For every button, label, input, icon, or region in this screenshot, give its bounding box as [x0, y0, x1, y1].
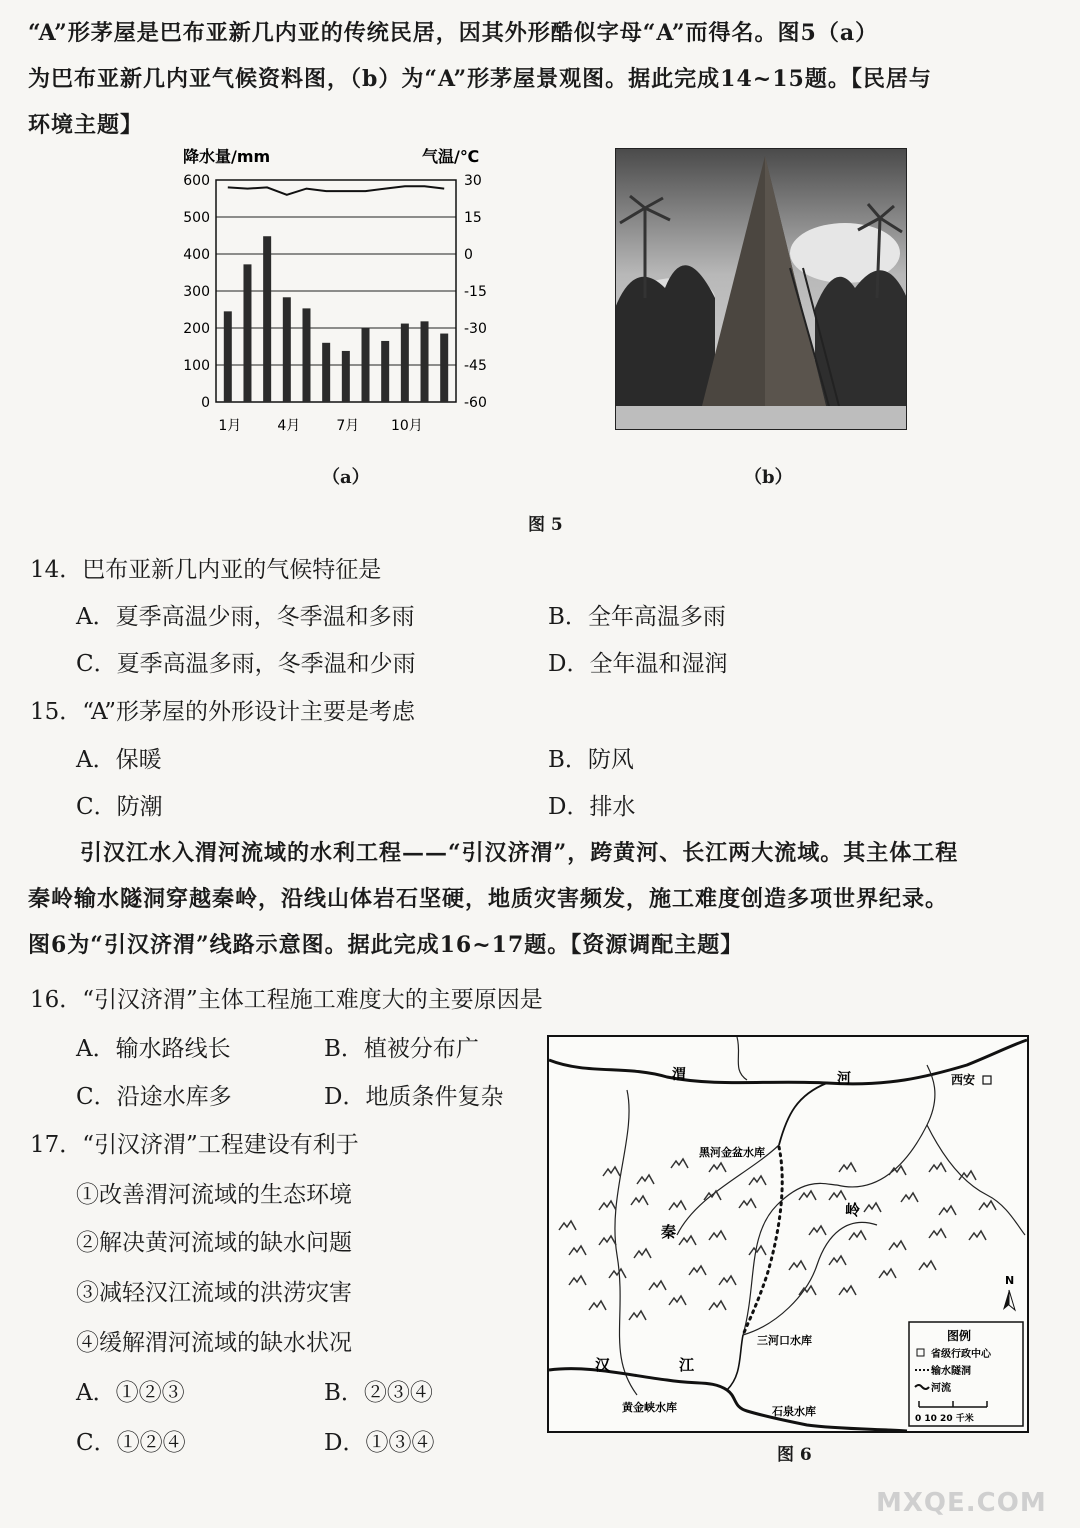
right-tick-label: -15 [464, 284, 487, 300]
precipitation-bar [381, 341, 389, 402]
left-tick-label: 400 [183, 247, 210, 263]
fig5b-label: （b） [744, 467, 793, 488]
left-tick-label: 200 [183, 321, 210, 337]
precipitation-bar [421, 321, 429, 402]
q17-stem: 17．“引汉济渭”工程建设有利于 [30, 1132, 359, 1158]
x-tick-label: 10月 [390, 418, 423, 434]
q16-stem: 16．“引汉济渭”主体工程施工难度大的主要原因是 [30, 987, 543, 1013]
q15-option-b[interactable]: B．防风 [548, 747, 634, 773]
right-tick-label: -30 [464, 321, 487, 337]
label-qin: 秦 [661, 1223, 677, 1241]
label-shiquan-reservoir: 石泉水库 [772, 1405, 816, 1418]
svg-text:输水隧洞: 输水隧洞 [931, 1366, 971, 1377]
q16-option-c[interactable]: C．沿途水库多 [76, 1084, 232, 1110]
label-huangjinxia-reservoir: 黄金峡水库 [622, 1401, 677, 1414]
left-axis-ticks [183, 173, 210, 411]
a-frame-hut-photo [615, 148, 907, 430]
label-sanhekou-reservoir: 三河口水库 [757, 1334, 812, 1347]
right-tick-label: -60 [464, 395, 487, 411]
left-tick-label: 300 [183, 284, 210, 300]
precipitation-bar [401, 324, 409, 402]
precipitation-bar [243, 264, 251, 402]
q17-option-b[interactable]: B．②③④ [324, 1380, 433, 1406]
right-axis-ticks [464, 173, 487, 411]
x-tick-label: 4月 [277, 418, 301, 434]
x-tick-label: 7月 [336, 418, 360, 434]
q17-option-d[interactable]: D．①③④ [324, 1430, 435, 1456]
left-tick-label: 100 [183, 358, 210, 374]
svg-text:0 10 20 千米: 0 10 20 千米 [915, 1414, 974, 1424]
q17-statement-2: ②解决黄河流域的缺水问题 [76, 1230, 352, 1256]
q14-stem: 14．巴布亚新几内亚的气候特征是 [30, 557, 382, 583]
q15-option-d[interactable]: D．排水 [548, 794, 636, 820]
q15-option-a[interactable]: A．保暖 [76, 747, 162, 773]
q17-statement-1: ①改善渭河流域的生态环境 [76, 1182, 352, 1208]
intro-paragraph-1 [28, 10, 1038, 148]
label-xian: 西安 [951, 1073, 976, 1087]
route-map [547, 1035, 1029, 1433]
precipitation-bars [224, 236, 448, 402]
intro2-line2: 秦岭输水隧洞穿越秦岭，沿线山体岩石坚硬，地质灾害频发，施工难度创造多项世界纪录。 [28, 886, 949, 912]
label-han: 汉 [595, 1356, 611, 1374]
q17-statement-3: ③减轻汉江流域的洪涝灾害 [76, 1280, 352, 1306]
left-tick-label: 500 [183, 210, 210, 226]
right-tick-label: 0 [464, 247, 473, 263]
label-jiang: 江 [679, 1356, 695, 1374]
label-wei-2: 河 [837, 1071, 851, 1087]
intro-paragraph-2 [28, 830, 1038, 968]
q14-option-a[interactable]: A．夏季高温少雨，冬季温和多雨 [76, 604, 415, 630]
svg-text:省级行政中心: 省级行政中心 [931, 1349, 991, 1360]
label-ling: 岭 [845, 1201, 861, 1219]
q16-option-d[interactable]: D．地质条件复杂 [324, 1084, 504, 1110]
precipitation-bar [362, 328, 370, 402]
intro1-line2: 为巴布亚新几内亚气候资料图，（b）为“A”形茅屋景观图。据此完成14~15题。【民居与 [28, 66, 932, 92]
left-tick-label: 0 [201, 395, 210, 411]
label-wei-1: 渭 [672, 1067, 686, 1083]
svg-text:N: N [1005, 1274, 1015, 1287]
q16-option-a[interactable]: A．输水路线长 [76, 1036, 231, 1062]
precipitation-bar [283, 297, 291, 402]
intro2-line1: 引汉江水入渭河流域的水利工程——“引汉济渭”，跨黄河、长江两大流域。其主体工程 [80, 840, 959, 866]
temperature-line [228, 186, 444, 195]
left-tick-label: 600 [183, 173, 210, 189]
intro1-line1: “A”形茅屋是巴布亚新几内亚的传统民居，因其外形酷似字母“A”而得名。图5（a） [28, 20, 879, 46]
q14-option-c[interactable]: C．夏季高温多雨，冬季温和少雨 [76, 651, 416, 677]
intro1-line3: 环境主题】 [28, 112, 144, 138]
q15-option-c[interactable]: C．防潮 [76, 794, 163, 820]
label-heihe-reservoir: 黑河金盆水库 [699, 1146, 765, 1159]
q17-option-c[interactable]: C．①②④ [76, 1430, 186, 1456]
map-legend [909, 1322, 1023, 1426]
q17-statement-4: ④缓解渭河流域的缺水状况 [76, 1330, 352, 1356]
x-axis-ticks [218, 418, 422, 434]
q14-option-b[interactable]: B．全年高温多雨 [548, 604, 726, 630]
precipitation-bar [342, 351, 350, 402]
q15-stem: 15．“A”形茅屋的外形设计主要是考虑 [30, 699, 416, 725]
left-axis-label: 降水量/mm [183, 147, 271, 166]
right-tick-label: 15 [464, 210, 482, 226]
precipitation-bar [322, 343, 330, 402]
intro2-line3: 图6为“引汉济渭”线路示意图。据此完成16~17题。【资源调配主题】 [28, 932, 744, 958]
fig6-caption: 图 6 [777, 1445, 812, 1465]
right-axis-label: 气温/℃ [422, 147, 480, 166]
watermark: MXQE.COM [876, 1488, 1047, 1518]
fig5a-label: （a） [322, 467, 370, 488]
chart-gridlines [216, 217, 456, 365]
precipitation-bar [224, 311, 232, 402]
q17-option-a[interactable]: A．①②③ [76, 1380, 185, 1406]
svg-text:河流: 河流 [931, 1383, 951, 1394]
q16-option-b[interactable]: B．植被分布广 [324, 1036, 479, 1062]
precipitation-bar [440, 334, 448, 402]
fig5-caption: 图 5 [528, 515, 563, 535]
precipitation-bar [263, 236, 271, 402]
q14-option-d[interactable]: D．全年温和湿润 [548, 651, 728, 677]
x-tick-label: 1月 [218, 418, 242, 434]
right-tick-label: 30 [464, 173, 482, 189]
precipitation-bar [302, 308, 310, 402]
right-tick-label: -45 [464, 358, 487, 374]
svg-text:图例: 图例 [947, 1329, 972, 1343]
